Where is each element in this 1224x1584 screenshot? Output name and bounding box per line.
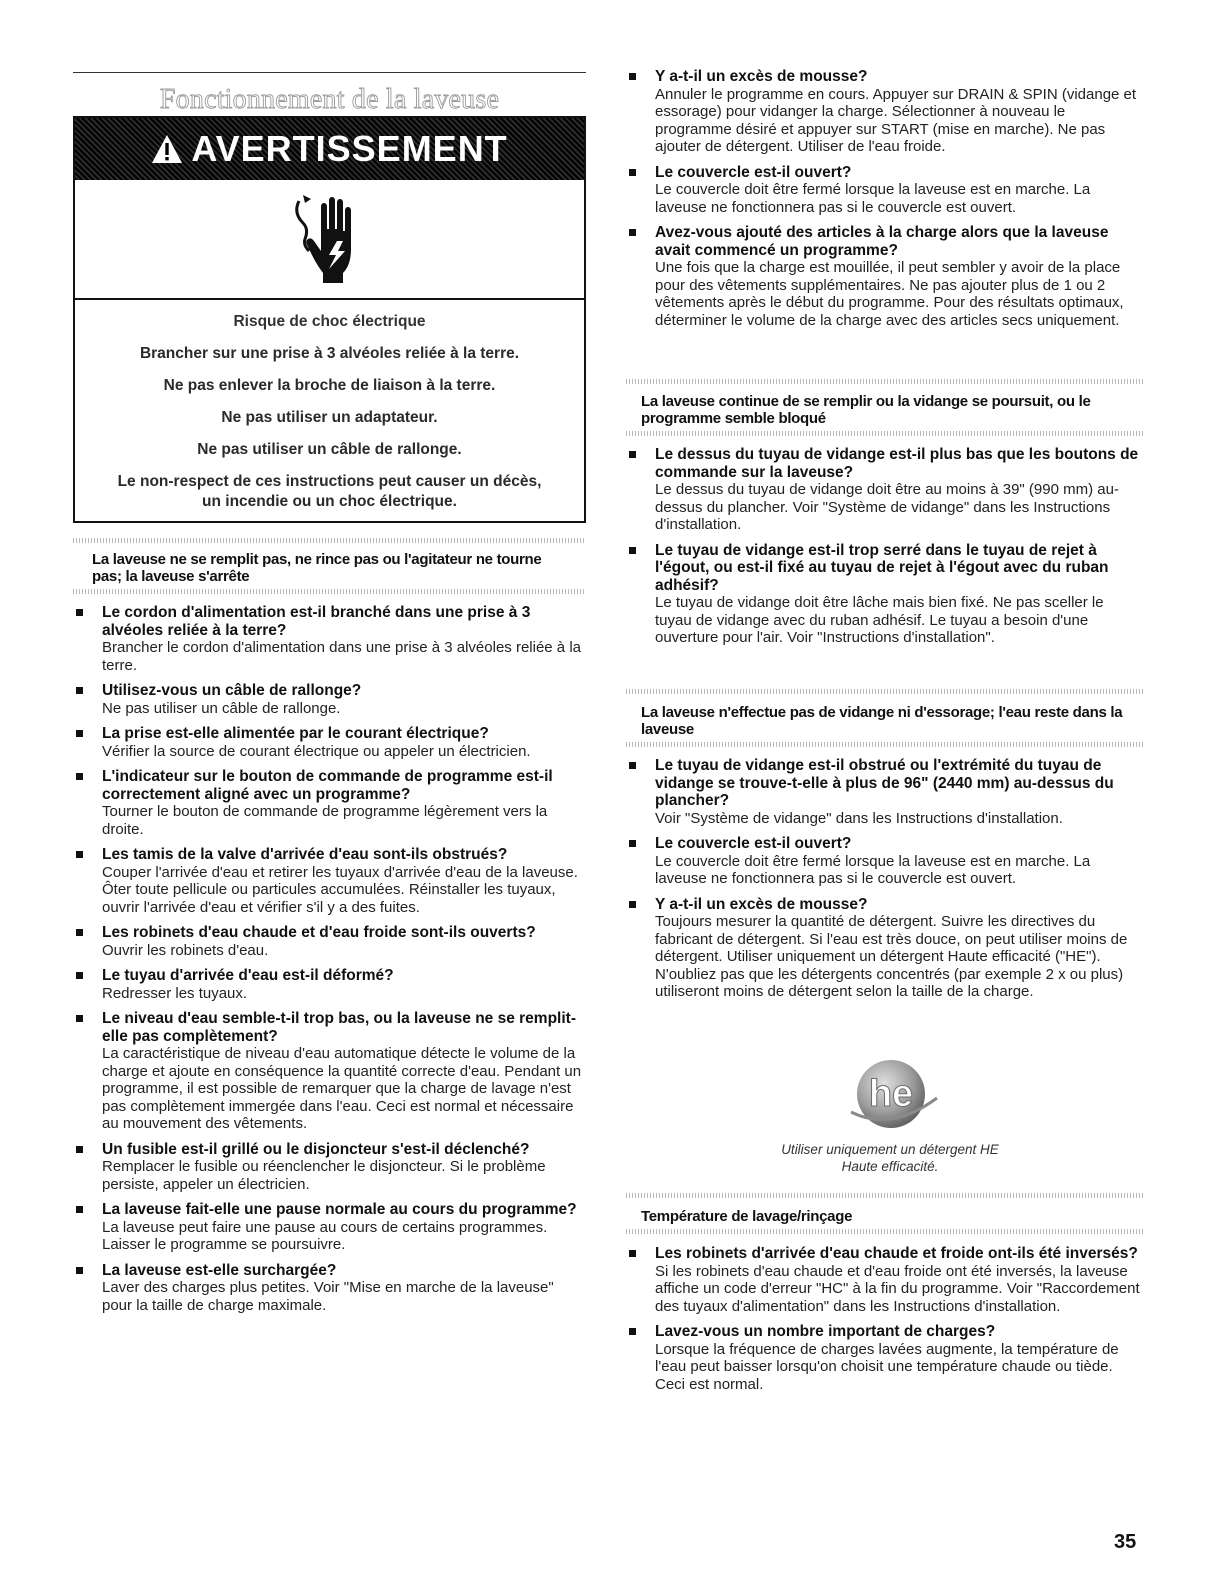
warning-header — [75, 118, 584, 180]
question: Le tuyau de vidange est-il obstrué ou l'extrémité du tuyau de vidange se trouve-t-elle à plus de 96" (2440 mm) au-dessus du plancher? — [655, 757, 1114, 809]
list-item — [73, 725, 586, 760]
list-item — [73, 768, 586, 838]
warning-triangle-icon — [151, 134, 183, 164]
answer: Voir "Système de vidange" dans les Instructions d'installation. — [655, 809, 1063, 827]
answer: Annuler le programme en cours. Appuyer sur DRAIN & SPIN (vidange et essorage) pour vidanger la charge. Sélectionner à nouveau le programme désiré et appuyer sur START (mise en marche). Ne pas ajouter de détergent. Utiliser de l'eau froide. — [655, 85, 1137, 155]
list-item — [73, 1141, 586, 1194]
bullet-square-icon — [76, 851, 83, 858]
list-item — [626, 542, 1144, 647]
he-logo-icon — [845, 1058, 941, 1132]
warning-line: Brancher sur une prise à 3 alvéoles reliée à la terre. — [139, 345, 520, 362]
list-item — [626, 896, 1144, 1001]
bullet-square-icon — [629, 169, 636, 176]
list-item — [73, 846, 586, 916]
warning-line: Ne pas utiliser un câble de rallonge. — [197, 441, 462, 458]
answer: La laveuse peut faire une pause au cours de certains programmes. Laisser le programme se poursuivre. — [102, 1218, 548, 1253]
question: La laveuse fait-elle une pause normale au cours du programme? — [102, 1201, 577, 1218]
section-rule — [73, 589, 586, 594]
answer: La caractéristique de niveau d'eau automatique détecte le volume de la charge et ajoute en conséquence la quantité correcte d'eau. Pendant un programme, il est possible de remarquer que la charge de lavage n'est pas complètement immergée dans l'eau. Ceci est normal et nécessaire au mouvement des vêtements. — [102, 1045, 582, 1132]
bullet-square-icon — [629, 901, 636, 908]
bullet-square-icon — [629, 73, 636, 80]
list-item — [73, 967, 586, 1002]
he-caption-line: Haute efficacité. — [841, 1159, 939, 1174]
warning-box — [73, 116, 586, 523]
question: Le tuyau de vidange est-il trop serré dans le tuyau de rejet à l'égout, ou est-il fixé au tuyau de rejet à l'égout avec du ruban adhésif? — [655, 541, 1109, 594]
section-rule — [626, 431, 1144, 436]
answer: Une fois que la charge est mouillée, il peut sembler y avoir de la place pour des vêtements supplémentaires. Ne pas ajouter plus de 1 ou 2 vêtements après le début du programme. Pour des résultats optimaux, déterminer le volume de la charge avec des articles secs uniquement. — [655, 259, 1124, 329]
list-item — [73, 924, 586, 959]
answer: Si les robinets d'eau chaude et d'eau froide ont été inversés, la laveuse affiche un code d'erreur "HC" à la fin du programme. Voir "Raccordement des tuyaux d'alimentation" dans les Instructions d'installation. — [655, 1262, 1140, 1315]
top-rule — [73, 72, 586, 73]
question: Avez-vous ajouté des articles à la charge alors que la laveuse avait commencé un programme? — [655, 224, 1109, 259]
answer: Vérifier la source de courant électrique ou appeler un électricien. — [102, 742, 531, 760]
list-item — [73, 1262, 586, 1315]
list-item — [626, 68, 1144, 156]
answer: Couper l'arrivée d'eau et retirer les tuyaux d'arrivée d'eau de la laveuse. Ôter toute pellicule ou particules accumulées. Réinstaller les tuyaux, ouvrir l'arrivée d'eau et vérifier s'il y a des fuites. — [102, 863, 578, 916]
question: Le cordon d'alimentation est-il branché dans une prise à 3 alvéoles reliée à la terre? — [102, 604, 531, 639]
warning-risk: Risque de choc électrique — [233, 313, 426, 330]
answer: Le tuyau de vidange doit être lâche mais bien fixé. Ne pas sceller le tuyau de vidange avec du ruban adhésif. Le tuyau a besoin d'une ouverture pour l'air. Voir "Instructions d'installation". — [655, 594, 1104, 646]
answer: Le couvercle doit être fermé lorsque la laveuse est en marche. La laveuse ne fonctionnera pas si le couvercle est ouvert. — [655, 852, 1091, 887]
answer: Ne pas utiliser un câble de rallonge. — [102, 699, 341, 717]
answer: Laver des charges plus petites. Voir "Mise en marche de la laveuse" pour la taille de charge maximale. — [102, 1279, 554, 1314]
he-logo-text: he — [868, 1073, 914, 1115]
warning-title: AVERTISSEMENT — [191, 128, 508, 169]
page-title: Fonctionnement de la laveuse — [159, 84, 500, 115]
question: Le tuyau d'arrivée d'eau est-il déformé? — [102, 967, 394, 984]
question: Y a-t-il un excès de mousse? — [655, 895, 868, 913]
section-4-list — [626, 1245, 1144, 1401]
answer: Remplacer le fusible ou réenclencher le disjoncteur. Si le problème persiste, appeler un électricien. — [102, 1158, 546, 1193]
he-caption — [760, 1141, 1020, 1175]
list-item — [626, 224, 1144, 329]
section-rule — [626, 742, 1144, 747]
bullet-square-icon — [629, 762, 636, 769]
bullet-square-icon — [629, 547, 636, 554]
question: Le dessus du tuyau de vidange est-il plus bas que les boutons de commande sur la laveuse? — [655, 446, 1139, 481]
he-caption-line: Utiliser uniquement un détergent HE — [781, 1142, 999, 1157]
question: Les robinets d'eau chaude et d'eau froide sont-ils ouverts? — [102, 924, 536, 941]
answer: Toujours mesurer la quantité de détergent. Suivre les directives du fabricant de détergent. Si l'eau est très douce, on peut utiliser moins de détergent. Utiliser uniquement un détergent Haute efficacité ("HE"). N'oubliez pas que les détergents concentrés (par exemple 2 x ou plus) utiliseront moins de détergent selon la taille de la charge. — [655, 913, 1128, 1000]
question: Le couvercle est-il ouvert? — [655, 163, 852, 181]
bullet-square-icon — [76, 609, 83, 616]
list-item — [626, 1323, 1144, 1393]
section-title: La laveuse ne se remplit pas, ne rince pas ou l'agitateur ne tourne pas; la laveuse s'arrête — [92, 551, 542, 585]
warning-line: Le non-respect de ces instructions peut causer un décès, un incendie ou un choc électrique. — [117, 473, 542, 510]
warning-line: Ne pas enlever la broche de liaison à la terre. — [163, 377, 496, 394]
section-rule — [626, 1193, 1144, 1198]
list-item — [73, 1201, 586, 1254]
question: L'indicateur sur le bouton de commande de programme est-il correctement aligné avec un programme? — [102, 768, 553, 803]
answer: Le dessus du tuyau de vidange doit être au moins à 39" (990 mm) au-dessus du plancher. Voir "Système de vidange" dans les Instructions d'installation. — [655, 481, 1119, 533]
answer: Redresser les tuyaux. — [102, 984, 248, 1002]
bullet-square-icon — [76, 1267, 83, 1274]
section-title: La laveuse continue de se remplir ou la vidange se poursuit, ou le programme semble bloqué — [641, 393, 1091, 427]
list-item — [73, 604, 586, 674]
bullet-square-icon — [76, 730, 83, 737]
section-3-list — [626, 757, 1144, 1009]
section-title: La laveuse n'effectue pas de vidange ni d'essorage; l'eau reste dans la laveuse — [641, 704, 1123, 738]
list-item — [73, 682, 586, 717]
section-rule — [626, 689, 1144, 694]
list-item — [626, 1245, 1144, 1315]
answer: Ouvrir les robinets d'eau. — [102, 941, 269, 959]
bullet-square-icon — [629, 1250, 636, 1257]
question: La prise est-elle alimentée par le courant électrique? — [102, 725, 489, 742]
question: Utilisez-vous un câble de rallonge? — [102, 682, 362, 699]
section-title: Température de lavage/rinçage — [641, 1208, 853, 1225]
list-item — [626, 835, 1144, 888]
bullet-square-icon — [76, 1206, 83, 1213]
section-1-list — [73, 604, 586, 1322]
question: Les robinets d'arrivée d'eau chaude et froide ont-ils été inversés? — [655, 1245, 1138, 1262]
electric-shock-hand-icon — [295, 193, 365, 285]
bullet-square-icon — [76, 1015, 83, 1022]
question: Lavez-vous un nombre important de charges? — [655, 1323, 996, 1340]
bullet-square-icon — [76, 972, 83, 979]
bullet-square-icon — [629, 451, 636, 458]
warning-text — [75, 312, 584, 512]
section-rule — [626, 1229, 1144, 1234]
bullet-square-icon — [76, 1146, 83, 1153]
list-item — [626, 446, 1144, 534]
section-rule — [626, 379, 1144, 384]
answer: Brancher le cordon d'alimentation dans une prise à 3 alvéoles reliée à la terre. — [102, 639, 581, 674]
answer: Lorsque la fréquence de charges lavées augmente, la température de l'eau peut baisser lorsqu'on choisit une température chaude ou tiède. Ceci est normal. — [655, 1340, 1119, 1393]
bullet-square-icon — [76, 929, 83, 936]
question: Les tamis de la valve d'arrivée d'eau sont-ils obstrués? — [102, 846, 508, 863]
section-rule — [73, 538, 586, 543]
answer: Le couvercle doit être fermé lorsque la laveuse est en marche. La laveuse ne fonctionnera pas si le couvercle est ouvert. — [655, 181, 1091, 216]
bullet-square-icon — [629, 840, 636, 847]
list-item — [626, 164, 1144, 217]
bullet-square-icon — [629, 1328, 636, 1335]
list-item — [626, 757, 1144, 827]
section-0-list — [626, 68, 1144, 337]
list-item — [73, 1010, 586, 1133]
warning-line: Ne pas utiliser un adaptateur. — [221, 409, 438, 426]
bullet-square-icon — [76, 687, 83, 694]
question: La laveuse est-elle surchargée? — [102, 1261, 337, 1279]
warning-icon-area — [75, 180, 584, 300]
question: Un fusible est-il grillé ou le disjoncteur s'est-il déclenché? — [102, 1140, 530, 1158]
question: Le couvercle est-il ouvert? — [655, 835, 852, 852]
question: Y a-t-il un excès de mousse? — [655, 68, 868, 85]
page-number: 35 — [1114, 1531, 1137, 1553]
answer: Tourner le bouton de commande de programme légèrement vers la droite. — [102, 803, 548, 838]
bullet-square-icon — [76, 773, 83, 780]
section-2-list — [626, 446, 1144, 655]
bullet-square-icon — [629, 229, 636, 236]
question: Le niveau d'eau semble-t-il trop bas, ou la laveuse ne se remplit-elle pas complètement? — [102, 1010, 576, 1045]
